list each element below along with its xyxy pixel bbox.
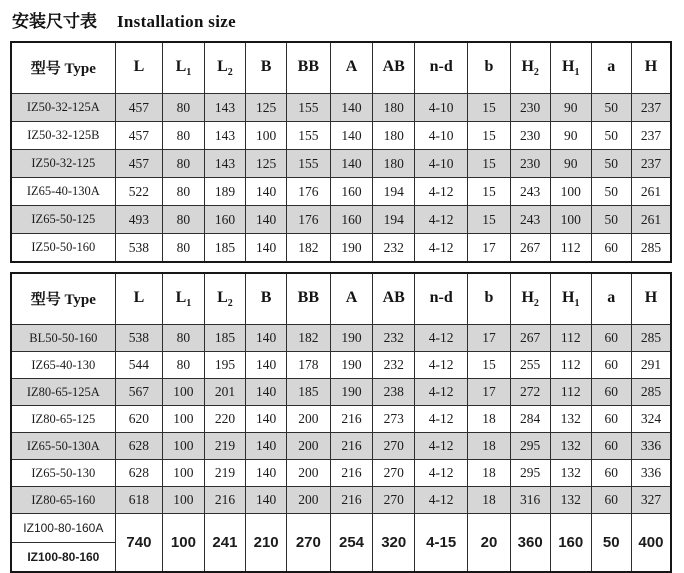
- value-cell: 80: [163, 150, 205, 178]
- value-cell: 132: [550, 460, 591, 487]
- value-cell: 216: [330, 460, 373, 487]
- column-header-subscript: 1: [574, 298, 580, 309]
- value-cell: 140: [246, 234, 287, 263]
- column-header-label: L: [217, 58, 228, 75]
- column-header-subscript: 1: [186, 298, 192, 309]
- value-cell: 261: [631, 206, 671, 234]
- value-cell: 522: [115, 178, 162, 206]
- value-cell: 100: [246, 122, 287, 150]
- column-header: [468, 273, 510, 325]
- value-cell: 140: [246, 460, 287, 487]
- column-header: [330, 273, 373, 325]
- value-cell: 4-12: [414, 325, 467, 352]
- value-cell: 232: [373, 325, 415, 352]
- value-cell: 176: [287, 206, 331, 234]
- value-cell: 50: [591, 122, 631, 150]
- value-cell: 291: [631, 352, 671, 379]
- value-cell: 155: [287, 94, 331, 122]
- column-header-label: BB: [297, 58, 319, 75]
- column-header-label: B: [260, 58, 272, 75]
- column-header-type: [11, 273, 115, 325]
- value-cell: 185: [287, 379, 331, 406]
- column-header-subscript: 1: [186, 67, 192, 78]
- value-cell: 140: [246, 487, 287, 514]
- column-header-label: H: [521, 58, 534, 75]
- value-cell: 4-12: [414, 487, 467, 514]
- value-cell: 160: [330, 178, 373, 206]
- value-cell: 316: [510, 487, 550, 514]
- value-cell: 80: [163, 94, 205, 122]
- value-cell: 243: [510, 206, 550, 234]
- column-header: [373, 273, 415, 325]
- column-header: [631, 42, 671, 94]
- value-cell: 100: [163, 514, 205, 573]
- column-header-label: H: [644, 58, 658, 75]
- table-row: [11, 379, 671, 406]
- value-cell: 140: [246, 379, 287, 406]
- value-cell: 80: [163, 352, 205, 379]
- type-cell: IZ50-32-125B: [11, 122, 115, 150]
- value-cell: 143: [204, 94, 246, 122]
- page-title: [12, 7, 674, 32]
- column-header: [510, 273, 550, 325]
- column-header-type: [11, 42, 115, 94]
- value-cell: 50: [591, 94, 631, 122]
- value-cell: 160: [550, 514, 591, 573]
- value-cell: 270: [373, 460, 415, 487]
- column-header-label: 型号 Type: [30, 60, 96, 77]
- value-cell: 400: [631, 514, 671, 573]
- type-cell: BL50-50-160: [11, 325, 115, 352]
- column-header-label: B: [260, 289, 272, 306]
- page-title-english: Installation size: [117, 12, 236, 31]
- table-row: [11, 487, 671, 514]
- value-cell: 232: [373, 234, 415, 263]
- column-header-label: a: [607, 58, 616, 75]
- column-header: [550, 42, 591, 94]
- value-cell: 185: [204, 234, 246, 263]
- value-cell: 190: [330, 379, 373, 406]
- value-cell: 132: [550, 406, 591, 433]
- value-cell: 80: [163, 325, 205, 352]
- value-cell: 457: [115, 150, 162, 178]
- value-cell: 241: [204, 514, 246, 573]
- value-cell: 132: [550, 433, 591, 460]
- value-cell: 100: [163, 433, 205, 460]
- table-row: [11, 94, 671, 122]
- column-header: [163, 273, 205, 325]
- value-cell: 200: [287, 433, 331, 460]
- value-cell: 273: [373, 406, 415, 433]
- column-header-label: a: [607, 289, 616, 306]
- value-cell: 80: [163, 206, 205, 234]
- column-header: [115, 42, 162, 94]
- installation-size-table-lower: [10, 272, 672, 573]
- value-cell: 538: [115, 234, 162, 263]
- value-cell: 15: [468, 94, 510, 122]
- value-cell: 100: [163, 406, 205, 433]
- value-cell: 216: [330, 433, 373, 460]
- merged-table-row: [11, 514, 671, 543]
- value-cell: 4-12: [414, 460, 467, 487]
- value-cell: 50: [591, 150, 631, 178]
- value-cell: 155: [287, 122, 331, 150]
- value-cell: 50: [591, 514, 631, 573]
- type-cell: IZ65-40-130A: [11, 178, 115, 206]
- value-cell: 190: [330, 352, 373, 379]
- value-cell: 201: [204, 379, 246, 406]
- value-cell: 17: [468, 234, 510, 263]
- installation-size-table-upper: [10, 41, 672, 263]
- value-cell: 60: [591, 406, 631, 433]
- table-row: [11, 460, 671, 487]
- value-cell: 90: [550, 150, 591, 178]
- value-cell: 20: [468, 514, 510, 573]
- value-cell: 60: [591, 352, 631, 379]
- value-cell: 628: [115, 433, 162, 460]
- table-row: [11, 406, 671, 433]
- value-cell: 17: [468, 379, 510, 406]
- value-cell: 270: [373, 487, 415, 514]
- value-cell: 140: [246, 178, 287, 206]
- value-cell: 178: [287, 352, 331, 379]
- type-cell: IZ80-65-125: [11, 406, 115, 433]
- value-cell: 15: [468, 150, 510, 178]
- value-cell: 160: [330, 206, 373, 234]
- type-cell: IZ50-32-125: [11, 150, 115, 178]
- value-cell: 112: [550, 325, 591, 352]
- value-cell: 190: [330, 325, 373, 352]
- column-header-label: AB: [382, 58, 405, 75]
- column-header-label: L: [217, 289, 228, 306]
- value-cell: 216: [330, 406, 373, 433]
- value-cell: 125: [246, 94, 287, 122]
- value-cell: 295: [510, 433, 550, 460]
- value-cell: 50: [591, 206, 631, 234]
- value-cell: 194: [373, 178, 415, 206]
- value-cell: 493: [115, 206, 162, 234]
- value-cell: 100: [550, 178, 591, 206]
- value-cell: 243: [510, 178, 550, 206]
- value-cell: 4-10: [414, 150, 467, 178]
- value-cell: 18: [468, 406, 510, 433]
- value-cell: 176: [287, 178, 331, 206]
- value-cell: 230: [510, 94, 550, 122]
- value-cell: 238: [373, 379, 415, 406]
- column-header-subscript: 2: [533, 298, 539, 309]
- column-header-label: H: [561, 58, 575, 75]
- value-cell: 320: [373, 514, 415, 573]
- value-cell: 143: [204, 150, 246, 178]
- value-cell: 100: [163, 379, 205, 406]
- value-cell: 4-12: [414, 352, 467, 379]
- type-cell: IZ80-65-160: [11, 487, 115, 514]
- table-row: [11, 234, 671, 263]
- value-cell: 210: [246, 514, 287, 573]
- value-cell: 336: [631, 460, 671, 487]
- value-cell: 237: [631, 150, 671, 178]
- value-cell: 17: [468, 325, 510, 352]
- column-header: [591, 42, 631, 94]
- column-header: [591, 273, 631, 325]
- value-cell: 200: [287, 487, 331, 514]
- value-cell: 216: [204, 487, 246, 514]
- value-cell: 100: [550, 206, 591, 234]
- column-header: [550, 273, 591, 325]
- value-cell: 270: [287, 514, 331, 573]
- value-cell: 60: [591, 379, 631, 406]
- type-cell: IZ80-65-125A: [11, 379, 115, 406]
- table-row: [11, 178, 671, 206]
- value-cell: 140: [246, 352, 287, 379]
- value-cell: 261: [631, 178, 671, 206]
- value-cell: 60: [591, 325, 631, 352]
- value-cell: 140: [246, 325, 287, 352]
- value-cell: 285: [631, 234, 671, 263]
- type-cell: IZ100-80-160: [11, 543, 115, 573]
- value-cell: 18: [468, 433, 510, 460]
- value-cell: 628: [115, 460, 162, 487]
- value-cell: 140: [330, 122, 373, 150]
- value-cell: 140: [246, 433, 287, 460]
- value-cell: 140: [330, 150, 373, 178]
- column-header-label: L: [175, 289, 187, 306]
- column-header: [287, 273, 331, 325]
- column-header-label: 型号 Type: [30, 291, 96, 308]
- value-cell: 80: [163, 178, 205, 206]
- page-title-chinese: 安装尺寸表: [12, 12, 97, 31]
- value-cell: 90: [550, 94, 591, 122]
- value-cell: 285: [631, 379, 671, 406]
- value-cell: 567: [115, 379, 162, 406]
- type-cell: IZ65-50-130: [11, 460, 115, 487]
- value-cell: 270: [373, 433, 415, 460]
- column-header-label: L: [133, 58, 145, 75]
- value-cell: 255: [510, 352, 550, 379]
- value-cell: 60: [591, 433, 631, 460]
- value-cell: 194: [373, 206, 415, 234]
- column-header-subscript: 2: [227, 298, 233, 309]
- value-cell: 324: [631, 406, 671, 433]
- column-header-label: H: [521, 289, 534, 306]
- value-cell: 232: [373, 352, 415, 379]
- value-cell: 4-10: [414, 94, 467, 122]
- column-header: [163, 42, 205, 94]
- value-cell: 200: [287, 406, 331, 433]
- header-row: [11, 273, 671, 325]
- value-cell: 100: [163, 460, 205, 487]
- value-cell: 155: [287, 150, 331, 178]
- value-cell: 182: [287, 234, 331, 263]
- column-header-label: A: [345, 289, 358, 306]
- column-header: [414, 273, 467, 325]
- table-row: [11, 433, 671, 460]
- value-cell: 272: [510, 379, 550, 406]
- value-cell: 15: [468, 122, 510, 150]
- value-cell: 219: [204, 433, 246, 460]
- value-cell: 4-12: [414, 406, 467, 433]
- value-cell: 140: [246, 206, 287, 234]
- column-header-label: n-d: [429, 58, 453, 75]
- value-cell: 112: [550, 234, 591, 263]
- value-cell: 4-10: [414, 122, 467, 150]
- type-cell: IZ65-40-130: [11, 352, 115, 379]
- value-cell: 112: [550, 352, 591, 379]
- value-cell: 4-12: [414, 433, 467, 460]
- value-cell: 740: [115, 514, 162, 573]
- value-cell: 180: [373, 122, 415, 150]
- value-cell: 80: [163, 122, 205, 150]
- value-cell: 618: [115, 487, 162, 514]
- column-header: [330, 42, 373, 94]
- value-cell: 180: [373, 94, 415, 122]
- value-cell: 200: [287, 460, 331, 487]
- value-cell: 237: [631, 94, 671, 122]
- value-cell: 254: [330, 514, 373, 573]
- column-header: [414, 42, 467, 94]
- value-cell: 160: [204, 206, 246, 234]
- value-cell: 4-12: [414, 379, 467, 406]
- value-cell: 15: [468, 178, 510, 206]
- value-cell: 15: [468, 352, 510, 379]
- column-header: [631, 273, 671, 325]
- column-header-label: b: [484, 289, 494, 306]
- table-row: [11, 122, 671, 150]
- value-cell: 267: [510, 234, 550, 263]
- table-row: [11, 325, 671, 352]
- value-cell: 360: [510, 514, 550, 573]
- column-header-label: b: [484, 58, 494, 75]
- value-cell: 4-12: [414, 234, 467, 263]
- value-cell: 143: [204, 122, 246, 150]
- type-cell: IZ100-80-160A: [11, 514, 115, 543]
- value-cell: 219: [204, 460, 246, 487]
- column-header-subscript: 2: [533, 67, 539, 78]
- value-cell: 100: [163, 487, 205, 514]
- column-header-label: H: [644, 289, 658, 306]
- column-header: [115, 273, 162, 325]
- column-header-subscript: 1: [574, 67, 580, 78]
- column-header: [287, 42, 331, 94]
- value-cell: 4-15: [414, 514, 467, 573]
- column-header: [373, 42, 415, 94]
- value-cell: 140: [246, 406, 287, 433]
- value-cell: 80: [163, 234, 205, 263]
- value-cell: 140: [330, 94, 373, 122]
- value-cell: 18: [468, 487, 510, 514]
- column-header-label: n-d: [429, 289, 453, 306]
- type-cell: IZ65-50-125: [11, 206, 115, 234]
- value-cell: 220: [204, 406, 246, 433]
- value-cell: 90: [550, 122, 591, 150]
- value-cell: 190: [330, 234, 373, 263]
- table-row: [11, 206, 671, 234]
- value-cell: 230: [510, 122, 550, 150]
- column-header: [204, 273, 246, 325]
- value-cell: 112: [550, 379, 591, 406]
- type-cell: IZ50-50-160: [11, 234, 115, 263]
- value-cell: 295: [510, 460, 550, 487]
- value-cell: 189: [204, 178, 246, 206]
- column-header: [246, 42, 287, 94]
- value-cell: 457: [115, 94, 162, 122]
- value-cell: 230: [510, 150, 550, 178]
- value-cell: 267: [510, 325, 550, 352]
- value-cell: 284: [510, 406, 550, 433]
- column-header: [246, 273, 287, 325]
- type-cell: IZ50-32-125A: [11, 94, 115, 122]
- value-cell: 182: [287, 325, 331, 352]
- column-header: [204, 42, 246, 94]
- value-cell: 125: [246, 150, 287, 178]
- value-cell: 620: [115, 406, 162, 433]
- column-header: [468, 42, 510, 94]
- value-cell: 216: [330, 487, 373, 514]
- value-cell: 4-12: [414, 178, 467, 206]
- column-header-label: L: [133, 289, 145, 306]
- value-cell: 60: [591, 487, 631, 514]
- column-header: [510, 42, 550, 94]
- value-cell: 60: [591, 460, 631, 487]
- column-header-label: AB: [382, 289, 405, 306]
- value-cell: 237: [631, 122, 671, 150]
- value-cell: 132: [550, 487, 591, 514]
- table-row: [11, 150, 671, 178]
- value-cell: 18: [468, 460, 510, 487]
- type-cell: IZ65-50-130A: [11, 433, 115, 460]
- value-cell: 4-12: [414, 206, 467, 234]
- value-cell: 180: [373, 150, 415, 178]
- value-cell: 544: [115, 352, 162, 379]
- value-cell: 336: [631, 433, 671, 460]
- value-cell: 60: [591, 234, 631, 263]
- table-row: [11, 352, 671, 379]
- column-header-label: A: [345, 58, 358, 75]
- value-cell: 285: [631, 325, 671, 352]
- value-cell: 538: [115, 325, 162, 352]
- header-row: [11, 42, 671, 94]
- column-header-label: H: [561, 289, 575, 306]
- value-cell: 185: [204, 325, 246, 352]
- column-header-subscript: 2: [227, 67, 233, 78]
- value-cell: 457: [115, 122, 162, 150]
- value-cell: 195: [204, 352, 246, 379]
- value-cell: 15: [468, 206, 510, 234]
- value-cell: 50: [591, 178, 631, 206]
- column-header-label: BB: [297, 289, 319, 306]
- column-header-label: L: [175, 58, 187, 75]
- value-cell: 327: [631, 487, 671, 514]
